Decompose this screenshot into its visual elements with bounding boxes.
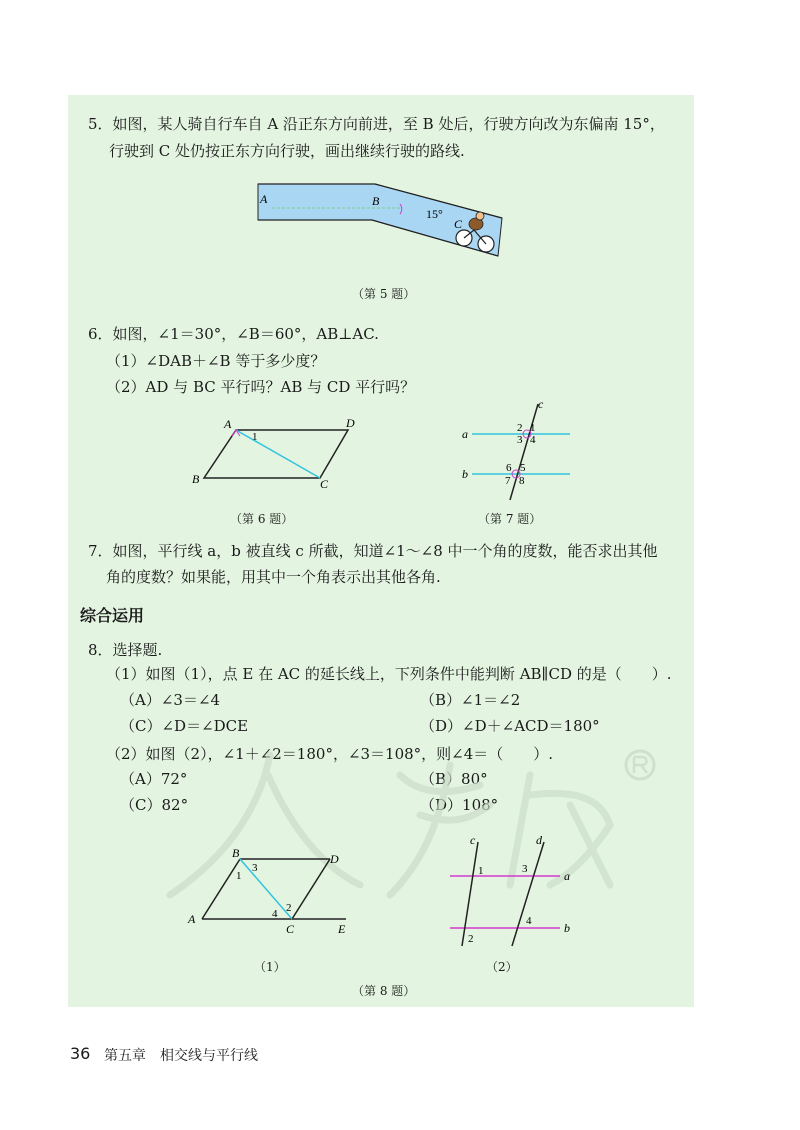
- q8-fig2-angle-1: 1: [478, 865, 484, 877]
- q7-angle-1: 1: [530, 422, 536, 434]
- q8-fig2-label-c: c: [470, 833, 476, 847]
- q6-label-D: D: [346, 416, 355, 430]
- q8-fig1-angle-4: 4: [272, 908, 278, 920]
- q8-p1-option-b: （B）∠1＝∠2: [420, 691, 521, 709]
- q7-angle-6: 6: [506, 462, 512, 474]
- page-number: 36: [70, 1044, 91, 1063]
- q8-fig1: [180, 845, 360, 940]
- q8-fig2-angle-4: 4: [526, 915, 532, 927]
- q8-p1-option-d: （D）∠D＋∠ACD＝180°: [420, 717, 600, 735]
- q8-p2-option-d: （D）108°: [420, 796, 499, 814]
- q8-fig2-angle-3: 3: [522, 863, 528, 875]
- q8-fig1-label-B: B: [232, 846, 240, 860]
- q8-fig2-label-d: d: [536, 833, 542, 847]
- q6-line1: 6．如图，∠1＝30°，∠B＝60°，AB⊥AC.: [88, 325, 379, 343]
- q7-angle-7: 7: [505, 475, 511, 487]
- q8-p1-option-c: （C）∠D＝∠DCE: [120, 717, 249, 735]
- q8-p2-option-a: （A）72°: [120, 770, 188, 788]
- q7-angle-3: 3: [517, 434, 523, 446]
- q5-road-figure: [250, 178, 510, 268]
- q7-label-a: a: [462, 427, 468, 441]
- q8-fig1-caption: （1）: [254, 960, 286, 974]
- q7-angle-4: 4: [530, 434, 536, 446]
- q8-fig1-label-D: D: [330, 852, 339, 866]
- q8-fig2-label-b: b: [564, 921, 570, 935]
- q8-fig2-label-a: a: [564, 869, 570, 883]
- q8-title: 8．选择题.: [88, 641, 163, 659]
- q7-label-b: b: [462, 467, 468, 481]
- q8-fig2: [440, 832, 590, 952]
- q6-caption: （第 6 题）: [230, 512, 294, 526]
- q7-caption: （第 7 题）: [478, 512, 542, 526]
- q7-transversal-figure: [458, 396, 578, 506]
- q7-line2: 角的度数？如果能，用其中一个角表示出其他各角.: [106, 568, 441, 586]
- q6-label-A: A: [224, 417, 232, 431]
- q8-fig1-label-C: C: [286, 922, 295, 936]
- q5-caption: （第 5 题）: [352, 287, 416, 301]
- q5-line1: 5．如图，某人骑自行车自 A 沿正东方向前进，至 B 处后，行驶方向改为东偏南 15°，: [88, 115, 665, 133]
- q7-angle-5: 5: [520, 462, 526, 474]
- section-title: 综合运用: [80, 606, 145, 625]
- q8-caption: （第 8 题）: [352, 984, 416, 998]
- q6-label-C: C: [320, 477, 329, 491]
- q7-label-c: c: [538, 397, 544, 411]
- q8-p2-option-b: （B）80°: [420, 770, 488, 788]
- q8-fig2-caption: （2）: [486, 960, 518, 974]
- q8-fig1-angle-3: 3: [252, 862, 258, 874]
- q8-fig2-angle-2: 2: [468, 933, 474, 945]
- q5-angle-label: 15°: [426, 207, 443, 221]
- q6-sub1: （1）∠DAB＋∠B 等于多少度？: [106, 352, 326, 370]
- q8-part2: （2）如图（2），∠1＋∠2＝180°，∠3＝108°，则∠4＝（ ）.: [106, 745, 554, 763]
- q7-angle-2: 2: [517, 422, 523, 434]
- q8-fig1-angle-2: 2: [286, 902, 292, 914]
- q5-label-B: B: [372, 194, 380, 208]
- q8-fig1-label-A: A: [188, 912, 196, 926]
- q6-angle-1: 1: [252, 431, 258, 443]
- q7-angle-8: 8: [519, 475, 525, 487]
- q8-p1-option-a: （A）∠3＝∠4: [120, 691, 221, 709]
- q5-line2: 行驶到 C 处仍按正东方向行驶，画出继续行驶的路线.: [109, 142, 465, 160]
- q8-fig1-angle-1: 1: [236, 870, 242, 882]
- q6-sub2: （2）AD 与 BC 平行吗？AB 与 CD 平行吗？: [106, 378, 416, 396]
- q6-label-B: B: [192, 472, 200, 486]
- q6-parallelogram-figure: [188, 412, 368, 494]
- chapter-title: 第五章 相交线与平行线: [104, 1048, 258, 1064]
- q5-label-A: A: [260, 192, 268, 206]
- q8-part1: （1）如图（1），点 E 在 AC 的延长线上，下列条件中能判断 AB∥CD 的是（ ）.: [106, 665, 672, 683]
- q8-p2-option-c: （C）82°: [120, 796, 189, 814]
- q7-line1: 7．如图，平行线 a，b 被直线 c 所截，知道∠1～∠8 中一个角的度数，能否求出其他: [88, 542, 658, 560]
- q5-label-C: C: [454, 217, 463, 231]
- q8-fig1-label-E: E: [338, 922, 346, 936]
